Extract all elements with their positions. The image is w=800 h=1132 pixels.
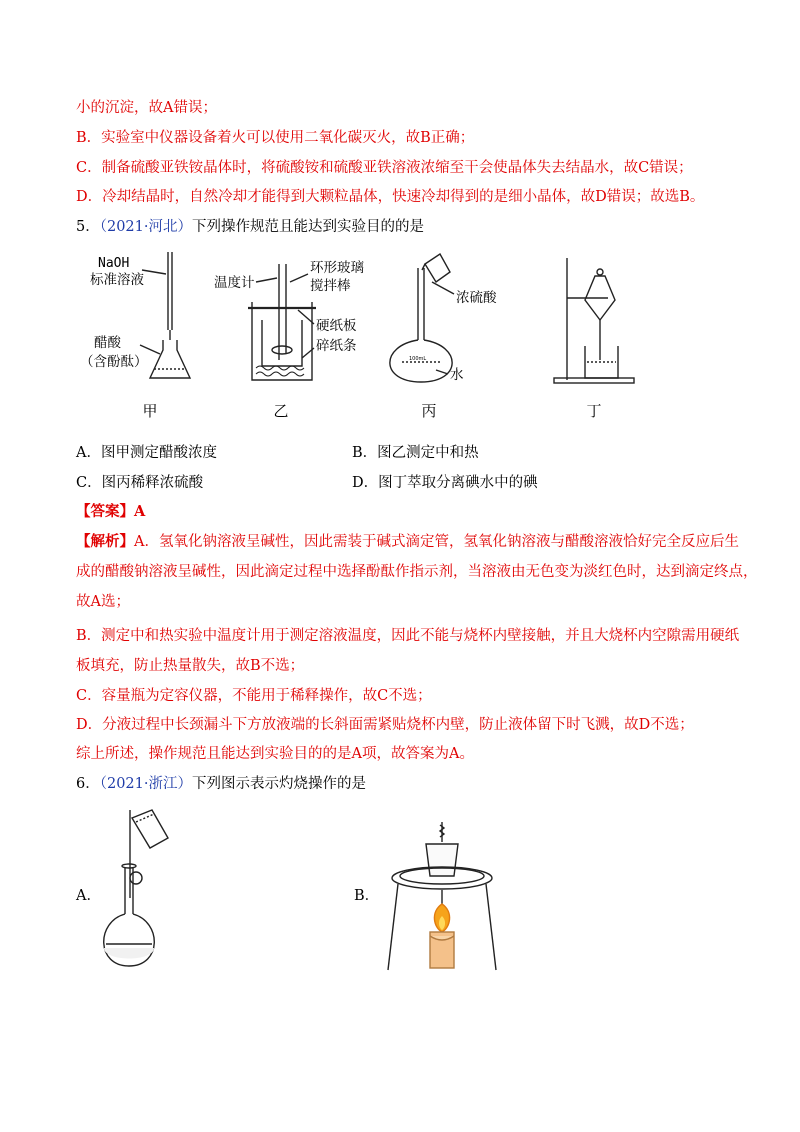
calorimeter-figure <box>248 264 316 380</box>
q5-analysis-line: 板填充，防止热量散失，故B不选； <box>76 658 305 674</box>
fig-yi-label-paper: 碎纸条 <box>316 338 357 354</box>
q4-analysis-b: B．实验室中仪器设备着火可以使用二氧化碳灭火，故B正确； <box>76 130 475 146</box>
fig-bing-label-acid: 浓硫酸 <box>456 290 497 306</box>
q6-figure-b-crucible-burning <box>382 820 502 972</box>
analysis-text: A．氢氧化钠溶液呈碱性，因此需装于碱式滴定管，氢氧化钠溶液与醋酸溶液恰好完全反应后生 <box>134 534 739 550</box>
fig-bing-label-water: 水 <box>450 367 464 383</box>
question-number: 5． <box>76 219 100 235</box>
fig-caption-yi: 乙 <box>273 402 289 420</box>
question-text: 下列图示表示灼烧操作的是 <box>192 776 366 792</box>
q5-analysis-summary: 综上所述，操作规范且能达到实验目的的是A项，故答案为A。 <box>76 746 474 762</box>
q5-option-d: D．图丁萃取分离碘水中的碘 <box>352 475 538 491</box>
q5-option-c: C．图丙稀释浓硫酸 <box>76 475 204 491</box>
q6-stem <box>76 774 366 794</box>
fig-yi-label-cardboard: 硬纸板 <box>316 318 357 334</box>
q6-option-a-label: A． <box>76 888 101 904</box>
question-number: 6． <box>76 776 100 792</box>
q5-analysis-line: D．分液过程中长颈漏斗下方放液端的长斜面需紧贴烧杯内壁，防止液体留下时飞溅，故D不选； <box>76 717 694 733</box>
question-source: （2021·河北） <box>99 219 192 235</box>
fig-caption-ding: 丁 <box>586 402 602 420</box>
fig-jia-label-acetic: 醋酸 <box>94 335 121 351</box>
fig-jia-label-standard: 标准溶液 <box>90 272 144 288</box>
fig-yi-label-glass-ring: 环形玻璃 <box>310 260 364 276</box>
fig-bing-flask-mark: 100mL <box>409 356 427 362</box>
fig-yi-label-stirrer: 搅拌棒 <box>310 278 351 294</box>
q5-analysis-line: C．容量瓶为定容仪器，不能用于稀释操作，故C不选； <box>76 688 432 704</box>
fig-caption-bing: 丙 <box>421 402 437 420</box>
answer-tag: 【答案】 <box>76 503 134 520</box>
q4-analysis-d: D．冷却结晶时，自然冷却才能得到大颗粒晶体，快速冷却得到的是细小晶体，故D错误；故选B。 <box>76 189 705 205</box>
fig-yi-label-thermometer: 温度计 <box>214 275 255 291</box>
q5-analysis-line: 成的醋酸钠溶液呈碱性，因此滴定过程中选择酚酞作指示剂，当溶液由无色变为淡红色时，达到滴定终点， <box>76 564 758 580</box>
answer-value: A <box>134 503 146 520</box>
burette-titration-figure <box>140 252 190 378</box>
q5-analysis-line <box>76 532 739 552</box>
separatory-funnel-figure <box>554 258 634 383</box>
q6-option-b-label: B． <box>354 888 380 904</box>
q4-analysis-c: C．制备硫酸亚铁铵晶体时，将硫酸铵和硫酸亚铁溶液浓缩至干会使晶体失去结晶水，故C错误； <box>76 160 693 176</box>
q5-apparatus-figures <box>80 250 640 400</box>
q5-analysis-line: B．测定中和热实验中温度计用于测定溶液温度，因此不能与烧杯内壁接触，并且大烧杯内空隙需用硬纸 <box>76 628 740 644</box>
q5-option-b: B．图乙测定中和热 <box>352 445 479 461</box>
volumetric-flask-figure <box>390 254 454 382</box>
fig-jia-label-indicator: （含酚酞） <box>80 354 148 370</box>
question-text: 下列操作规范且能达到实验目的的是 <box>192 219 424 235</box>
q5-analysis-line: 故A选； <box>76 594 130 610</box>
q6-figure-a-volumetric-flask <box>96 808 186 978</box>
fig-caption-jia: 甲 <box>142 402 158 420</box>
fig-jia-label-naoh: NaOH <box>98 256 130 271</box>
question-source: （2021·浙江） <box>99 776 192 792</box>
q4-analysis-line: 小的沉淀，故A错误； <box>76 100 217 116</box>
q5-answer <box>76 502 145 522</box>
q5-option-a: A．图甲测定醋酸浓度 <box>76 445 217 461</box>
q5-stem <box>76 217 424 237</box>
analysis-tag: 【解析】 <box>76 533 134 550</box>
